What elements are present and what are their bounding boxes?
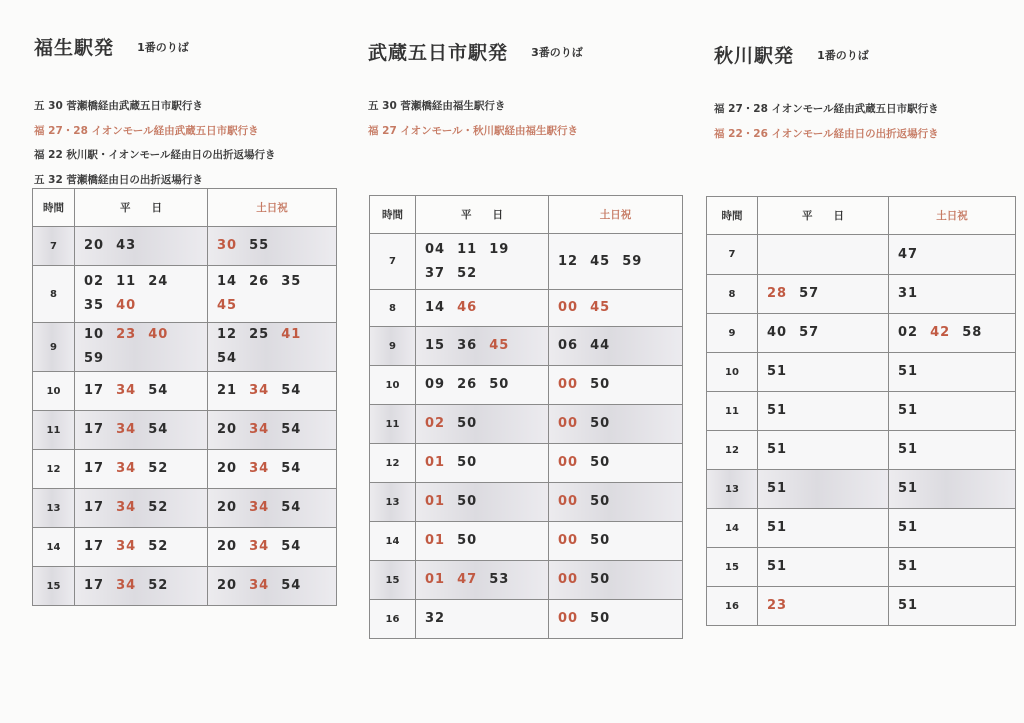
hour-header: 時間 — [370, 196, 416, 234]
hour-cell: 13 — [707, 470, 758, 509]
table-row — [33, 323, 337, 372]
hour-cell: 11 — [33, 411, 75, 450]
table-row — [370, 444, 683, 483]
hour-cell: 11 — [370, 405, 416, 444]
departure-minute: 17 — [84, 461, 105, 476]
departure-minute: 57 — [799, 325, 820, 340]
departure-minute: 43 — [116, 238, 137, 253]
departure-minute: 54 — [281, 461, 302, 476]
departure-minute: 50 — [457, 533, 478, 548]
hour-cell: 10 — [33, 372, 75, 411]
table-row — [370, 561, 683, 600]
departure-minute: 01 — [425, 494, 446, 509]
departure-minute: 10 — [84, 327, 105, 342]
departure-minute: 40 — [116, 298, 137, 313]
route-line: 福 22・26 イオンモール経由日の出折返場行き — [714, 127, 939, 140]
departure-minute: 00 — [558, 455, 579, 470]
holiday-cell — [549, 366, 683, 405]
weekday-cell — [416, 327, 549, 366]
holiday-cell — [549, 522, 683, 561]
holiday-cell — [208, 323, 337, 372]
weekday-cell — [416, 290, 549, 327]
holiday-cell — [208, 266, 337, 323]
departure-minute: 51 — [898, 403, 919, 418]
departure-minute: 23 — [116, 327, 137, 342]
holiday-cell — [208, 528, 337, 567]
departure-minute: 51 — [898, 520, 919, 535]
departure-minute: 14 — [425, 300, 446, 315]
departure-minute: 34 — [116, 461, 137, 476]
hour-cell: 7 — [707, 235, 758, 275]
departure-minute: 51 — [767, 403, 788, 418]
hour-cell: 15 — [707, 548, 758, 587]
table-row — [707, 470, 1016, 509]
departure-minute: 06 — [558, 338, 579, 353]
departure-minute: 34 — [249, 383, 270, 398]
departure-minute: 51 — [767, 364, 788, 379]
weekday-cell — [758, 392, 889, 431]
weekday-cell — [75, 323, 208, 372]
header-row — [707, 197, 1016, 235]
table-row — [707, 353, 1016, 392]
departure-minute: 00 — [558, 533, 579, 548]
departure-minute: 50 — [590, 377, 611, 392]
departure-minute: 52 — [148, 539, 169, 554]
departure-minute: 02 — [898, 325, 919, 340]
departure-minute: 32 — [425, 611, 446, 626]
holiday-cell — [889, 235, 1016, 275]
hour-cell: 12 — [707, 431, 758, 470]
departure-minute: 01 — [425, 572, 446, 587]
departure-minute: 20 — [217, 539, 238, 554]
holiday-header: 土日祝 — [208, 189, 337, 227]
departure-minute: 20 — [217, 578, 238, 593]
departure-minute: 58 — [962, 325, 983, 340]
hour-cell: 9 — [33, 323, 75, 372]
weekday-cell — [416, 366, 549, 405]
station-name: 秋川駅発 — [714, 45, 795, 67]
weekday-cell — [758, 431, 889, 470]
departure-minute: 00 — [558, 300, 579, 315]
holiday-cell — [208, 411, 337, 450]
departure-minute: 34 — [249, 461, 270, 476]
departure-minute: 00 — [558, 494, 579, 509]
departure-minute: 34 — [249, 539, 270, 554]
holiday-cell — [549, 405, 683, 444]
departure-minute: 09 — [425, 377, 446, 392]
holiday-cell — [889, 470, 1016, 509]
holiday-cell — [889, 587, 1016, 626]
hour-cell: 14 — [33, 528, 75, 567]
departure-minute: 50 — [590, 455, 611, 470]
departure-minute: 21 — [217, 383, 238, 398]
route-line: 福 27 イオンモール・秋川駅経由福生駅行き — [368, 124, 578, 137]
route-list — [714, 97, 939, 146]
holiday-cell — [889, 392, 1016, 431]
table-row — [370, 522, 683, 561]
departure-minute: 04 — [425, 241, 446, 257]
hour-cell: 11 — [707, 392, 758, 431]
holiday-cell — [889, 431, 1016, 470]
departure-minute: 45 — [590, 300, 611, 315]
hour-cell: 13 — [33, 489, 75, 528]
weekday-cell — [416, 444, 549, 483]
weekday-cell — [75, 411, 208, 450]
holiday-cell — [889, 314, 1016, 353]
departure-minute: 12 — [217, 327, 238, 342]
table-row — [370, 405, 683, 444]
departure-minute: 52 — [457, 265, 478, 281]
weekday-cell — [758, 587, 889, 626]
table-row — [370, 600, 683, 639]
departure-minute: 17 — [84, 383, 105, 398]
departure-minute: 20 — [217, 461, 238, 476]
station-name: 福生駅発 — [34, 37, 115, 59]
weekday-header: 平 日 — [758, 197, 889, 235]
departure-minute: 34 — [249, 578, 270, 593]
table-row — [370, 290, 683, 327]
hour-cell: 7 — [370, 234, 416, 290]
column-header — [368, 38, 583, 65]
weekday-cell — [416, 234, 549, 290]
weekday-cell — [758, 509, 889, 548]
holiday-cell — [889, 275, 1016, 314]
hour-cell: 16 — [707, 587, 758, 626]
weekday-cell — [75, 372, 208, 411]
weekday-cell — [758, 235, 889, 275]
departure-minute: 54 — [148, 422, 169, 437]
departure-minute: 34 — [249, 422, 270, 437]
departure-minute: 01 — [425, 533, 446, 548]
departure-minute: 20 — [84, 238, 105, 253]
departure-minute: 40 — [767, 325, 788, 340]
departure-minute: 51 — [767, 559, 788, 574]
departure-minute: 26 — [249, 274, 270, 289]
departure-minute: 34 — [116, 383, 137, 398]
departure-minute: 20 — [217, 500, 238, 515]
departure-minute: 45 — [217, 298, 238, 313]
departure-minute: 26 — [457, 377, 478, 392]
departure-minute: 52 — [148, 461, 169, 476]
departure-minute: 54 — [281, 383, 302, 398]
table-row — [33, 567, 337, 606]
departure-minute: 34 — [249, 500, 270, 515]
hour-header: 時間 — [33, 189, 75, 227]
table-row — [707, 509, 1016, 548]
departure-minute: 35 — [84, 298, 105, 313]
departure-minute: 50 — [590, 416, 611, 431]
departure-minute: 24 — [148, 274, 169, 289]
holiday-cell — [889, 353, 1016, 392]
departure-minute: 35 — [281, 274, 302, 289]
departure-minute: 42 — [930, 325, 951, 340]
departure-minute: 52 — [148, 500, 169, 515]
table-row — [707, 235, 1016, 275]
departure-minute: 50 — [590, 494, 611, 509]
route-line: 五 30 菅瀬橋経由武蔵五日市駅行き — [34, 100, 203, 112]
departure-minute: 25 — [249, 327, 270, 342]
departure-minute: 15 — [425, 338, 446, 353]
table-row — [370, 366, 683, 405]
departure-minute: 50 — [457, 416, 478, 431]
platform-label: 3番のりば — [531, 46, 583, 59]
departure-minute: 00 — [558, 377, 579, 392]
departure-minute: 14 — [217, 274, 238, 289]
holiday-cell — [549, 290, 683, 327]
header-row — [33, 189, 337, 227]
weekday-cell — [416, 561, 549, 600]
header-row — [370, 196, 683, 234]
departure-minute: 57 — [799, 286, 820, 301]
hour-cell: 15 — [370, 561, 416, 600]
route-list — [34, 94, 275, 192]
departure-minute: 17 — [84, 539, 105, 554]
departure-minute: 00 — [558, 416, 579, 431]
departure-minute: 17 — [84, 578, 105, 593]
holiday-cell — [208, 227, 337, 266]
holiday-cell — [549, 444, 683, 483]
weekday-cell — [758, 548, 889, 587]
table-row — [707, 392, 1016, 431]
departure-minute: 53 — [489, 572, 510, 587]
departure-minute: 54 — [281, 539, 302, 554]
holiday-cell — [208, 567, 337, 606]
departure-minute: 11 — [457, 241, 478, 257]
weekday-cell — [416, 522, 549, 561]
departure-minute: 59 — [622, 253, 643, 269]
holiday-cell — [549, 600, 683, 639]
holiday-cell — [889, 548, 1016, 587]
weekday-cell — [758, 275, 889, 314]
holiday-cell — [549, 561, 683, 600]
departure-minute: 41 — [281, 327, 302, 342]
holiday-cell — [549, 327, 683, 366]
station-name: 武蔵五日市駅発 — [368, 42, 509, 64]
departure-minute: 45 — [489, 338, 510, 353]
table-row — [33, 528, 337, 567]
hour-cell: 16 — [370, 600, 416, 639]
hour-cell: 8 — [33, 266, 75, 323]
departure-minute: 17 — [84, 422, 105, 437]
table-row — [370, 327, 683, 366]
departure-minute: 01 — [425, 455, 446, 470]
holiday-header: 土日祝 — [889, 197, 1016, 235]
hour-cell: 8 — [370, 290, 416, 327]
hour-header: 時間 — [707, 197, 758, 235]
holiday-header: 土日祝 — [549, 196, 683, 234]
departure-minute: 46 — [457, 300, 478, 315]
table-row — [707, 314, 1016, 353]
departure-minute: 54 — [148, 383, 169, 398]
hour-cell: 7 — [33, 227, 75, 266]
table-row — [370, 234, 683, 290]
hour-cell: 8 — [707, 275, 758, 314]
platform-label: 1番のりば — [137, 41, 189, 54]
hour-cell: 9 — [707, 314, 758, 353]
departure-minute: 54 — [281, 422, 302, 437]
departure-minute: 51 — [767, 520, 788, 535]
departure-minute: 20 — [217, 422, 238, 437]
hour-cell: 14 — [707, 509, 758, 548]
departure-minute: 12 — [558, 253, 579, 269]
departure-minute: 47 — [457, 572, 478, 587]
departure-minute: 02 — [425, 416, 446, 431]
departure-minute: 47 — [898, 246, 919, 262]
route-line: 福 22 秋川駅・イオンモール経由日の出折返場行き — [34, 149, 276, 161]
table-row — [33, 450, 337, 489]
weekday-cell — [75, 528, 208, 567]
departure-minute: 17 — [84, 500, 105, 515]
departure-minute: 37 — [425, 265, 446, 281]
table-row — [707, 275, 1016, 314]
holiday-cell — [208, 489, 337, 528]
departure-minute: 36 — [457, 338, 478, 353]
departure-minute: 30 — [217, 238, 238, 253]
departure-minute: 50 — [590, 611, 611, 626]
platform-label: 1番のりば — [817, 49, 869, 62]
departure-minute: 50 — [590, 572, 611, 587]
hour-cell: 15 — [33, 567, 75, 606]
weekday-cell — [75, 567, 208, 606]
departure-minute: 11 — [116, 274, 137, 289]
departure-minute: 50 — [457, 455, 478, 470]
holiday-cell — [889, 509, 1016, 548]
table-row — [33, 227, 337, 266]
table-row — [33, 372, 337, 411]
route-line: 福 27・28 イオンモール経由武蔵五日市駅行き — [34, 124, 259, 137]
departure-minute: 51 — [898, 442, 919, 457]
departure-minute: 00 — [558, 572, 579, 587]
holiday-cell — [549, 234, 683, 290]
departure-minute: 23 — [767, 598, 788, 613]
departure-minute: 34 — [116, 578, 137, 593]
timetable — [32, 188, 337, 606]
departure-minute: 59 — [84, 351, 105, 366]
table-row — [707, 431, 1016, 470]
departure-minute: 55 — [249, 238, 270, 253]
departure-minute: 00 — [558, 611, 579, 626]
departure-minute: 34 — [116, 422, 137, 437]
hour-cell: 12 — [33, 450, 75, 489]
weekday-cell — [416, 405, 549, 444]
weekday-cell — [758, 470, 889, 509]
departure-minute: 45 — [590, 253, 611, 269]
weekday-cell — [75, 266, 208, 323]
departure-minute: 51 — [898, 598, 919, 613]
column-header — [714, 41, 869, 68]
table-row — [33, 266, 337, 323]
departure-minute: 51 — [767, 481, 788, 496]
table-row — [33, 489, 337, 528]
departure-minute: 54 — [281, 578, 302, 593]
weekday-cell — [75, 450, 208, 489]
weekday-cell — [416, 600, 549, 639]
departure-minute: 51 — [898, 559, 919, 574]
route-line: 五 30 菅瀬橋経由福生駅行き — [368, 100, 506, 112]
column-header — [34, 33, 189, 60]
route-list — [368, 94, 578, 143]
holiday-cell — [549, 483, 683, 522]
departure-minute: 54 — [281, 500, 302, 515]
departure-minute: 50 — [489, 377, 510, 392]
hour-cell: 10 — [707, 353, 758, 392]
departure-minute: 28 — [767, 286, 788, 301]
departure-minute: 52 — [148, 578, 169, 593]
timetable — [369, 195, 683, 639]
departure-minute: 50 — [590, 533, 611, 548]
departure-minute: 51 — [767, 442, 788, 457]
hour-cell: 12 — [370, 444, 416, 483]
weekday-cell — [758, 314, 889, 353]
weekday-header: 平 日 — [416, 196, 549, 234]
weekday-cell — [416, 483, 549, 522]
table-row — [370, 483, 683, 522]
departure-minute: 31 — [898, 286, 919, 301]
departure-minute: 51 — [898, 481, 919, 496]
hour-cell: 13 — [370, 483, 416, 522]
departure-minute: 02 — [84, 274, 105, 289]
departure-minute: 34 — [116, 539, 137, 554]
weekday-cell — [75, 227, 208, 266]
table-row — [33, 411, 337, 450]
hour-cell: 14 — [370, 522, 416, 561]
timetable — [706, 196, 1016, 626]
departure-minute: 34 — [116, 500, 137, 515]
weekday-cell — [758, 353, 889, 392]
departure-minute: 40 — [148, 327, 169, 342]
hour-cell: 9 — [370, 327, 416, 366]
departure-minute: 51 — [898, 364, 919, 379]
table-row — [707, 587, 1016, 626]
departure-minute: 19 — [489, 241, 510, 257]
hour-cell: 10 — [370, 366, 416, 405]
departure-minute: 44 — [590, 338, 611, 353]
route-line: 五 32 菅瀬橋経由日の出折返場行き — [34, 173, 203, 186]
departure-minute: 54 — [217, 351, 238, 366]
route-line: 福 27・28 イオンモール経由武蔵五日市駅行き — [714, 103, 939, 115]
weekday-header: 平 日 — [75, 189, 208, 227]
weekday-cell — [75, 489, 208, 528]
holiday-cell — [208, 372, 337, 411]
table-row — [707, 548, 1016, 587]
departure-minute: 50 — [457, 494, 478, 509]
holiday-cell — [208, 450, 337, 489]
